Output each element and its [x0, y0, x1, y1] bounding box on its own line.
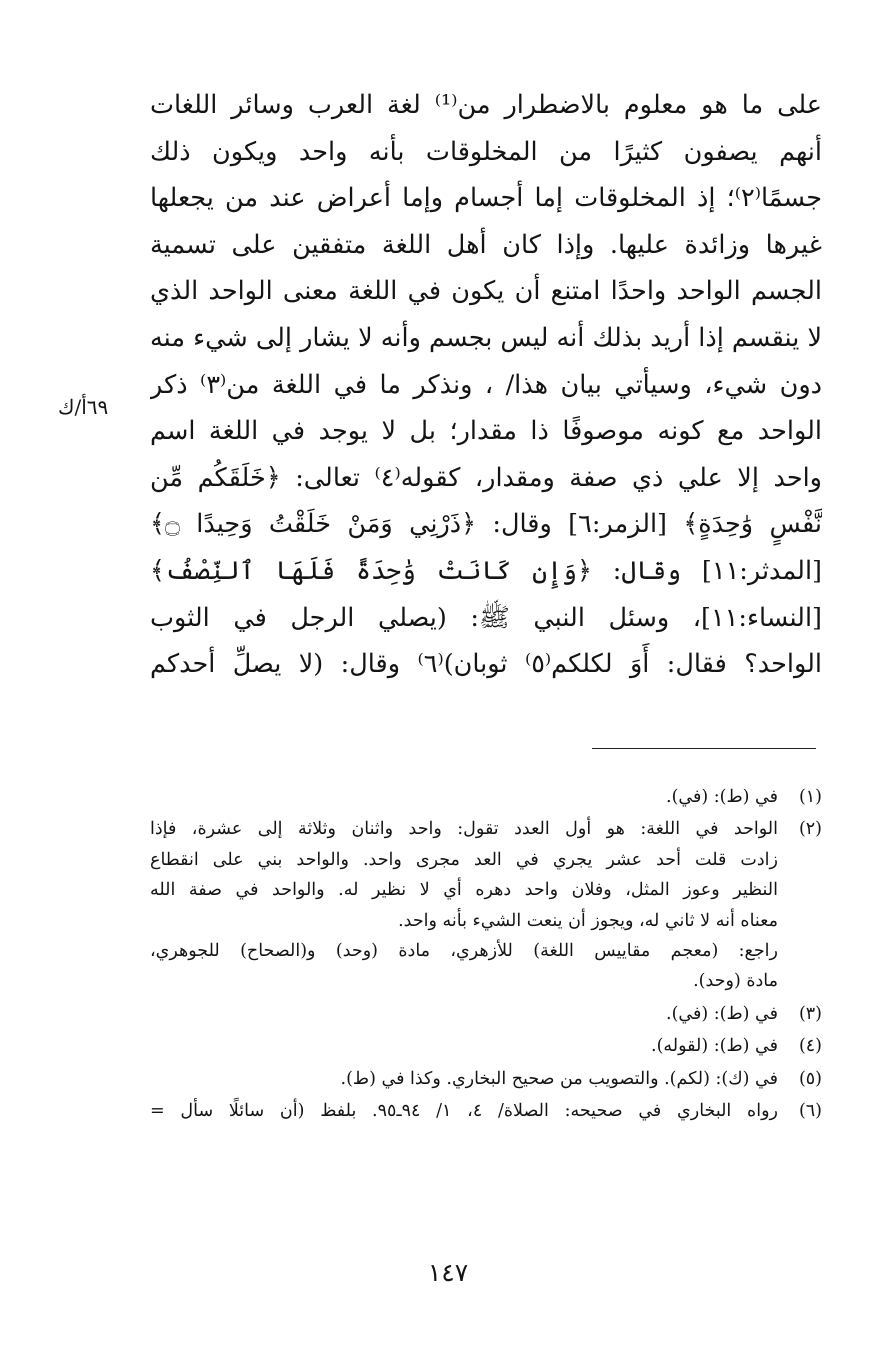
footnote: [150, 1031, 822, 1061]
footnotes: [150, 782, 822, 1126]
text-line: جسمًا⁽٢⁾؛ إذ المخلوقات إما أجسام وإما أعراض عند من يجعلها: [150, 183, 822, 214]
footnote: [150, 999, 822, 1029]
footnote-line: النظير وعوز المثل، وفلان واحد دهره أي لا نظير له. والواحد في صفة الله: [150, 880, 778, 901]
text-line: [المدثر:١١] وقال: ﴿وَإِن كَانَتْ وَٰحِدَةً فَلَهَا ٱلنِّصْفُ﴾: [150, 555, 822, 586]
footnote: [150, 1096, 822, 1126]
text-line: الواحد؟ فقال: أَوَ لكلكم⁽٥⁾ ثوبان)⁽٦⁾ وقال: (لا يصلِّ أحدكم: [150, 649, 822, 680]
footnote-line: راجع: (معجم مقاييس اللغة) للأزهري، مادة (وحد) و(الصحاح) للجوهري،: [150, 940, 778, 961]
text-line: لا ينقسم إذا أريد بذلك أنه ليس بجسم وأنه لا يشار إلى شيء منه: [150, 322, 822, 353]
footnote-number: (٤): [798, 1036, 822, 1057]
footnote: [150, 814, 822, 996]
footnote-number: (٦): [798, 1100, 822, 1121]
footnote: [150, 1064, 822, 1094]
text-line: غيرها وزائدة عليها. وإذا كان أهل اللغة متفقين على تسمية: [150, 229, 822, 260]
text-line: أنهم يصفون كثيرًا من المخلوقات بأنه واحد ويكون ذلك: [150, 136, 822, 167]
footnote-line: مادة (وحد).: [693, 971, 778, 992]
text-line: الجسم الواحد واحدًا امتنع أن يكون في اللغة معنى الواحد الذي: [150, 276, 822, 307]
page-number: ١٤٧: [427, 1258, 469, 1287]
text-line: دون شيء، وسيأتي بيان هذا/ ، ونذكر ما في اللغة من⁽٣⁾ ذكر: [150, 369, 822, 400]
footnote-line: معناه أنه لا ثاني له، ويجوز أن ينعت الشيء بأنه واحد.: [398, 910, 778, 931]
text-line: على ما هو معلوم بالاضطرار من⁽¹⁾ لغة العرب وسائر اللغات: [150, 90, 822, 120]
footnote-number: (١): [798, 787, 822, 807]
main-text: [150, 82, 822, 688]
footnote-number: (٢): [798, 819, 822, 840]
text-line: واحد إلا علي ذي صفة ومقدار، كقوله⁽٤⁾ تعالى: ﴿خَلَقَكُم مِّن: [150, 462, 822, 493]
footnote-line: في (ك): (لكم). والتصويب من صحيح البخاري. وكذا في (ط).: [340, 1068, 778, 1089]
text-line: الواحد مع كونه موصوفًا ذا مقدار؛ بل لا يوجد في اللغة اسم: [150, 416, 822, 447]
footnote-line: الواحد في اللغة: هو أول العدد تقول: واحد واثنان وثلاثة إلى عشرة، فإذا: [150, 819, 778, 840]
footnote-number: (٣): [798, 1003, 822, 1024]
footnote-line: رواه البخاري في صحيحه: الصلاة/ ٤، ١/ ٩٤ـ٩٥. بلفظ (أن سائلًا سأل =: [150, 1100, 778, 1121]
footnote-line: زادت قلت أحد عشر يجري في العد مجرى واحد. والواحد بني على انقطاع: [150, 849, 778, 870]
margin-note: ٦٩أ/ك: [58, 395, 109, 419]
footnote-line: في (ط): (في).: [666, 787, 778, 807]
footnote-divider: [592, 748, 816, 749]
text-line: [النساء:١١]، وسئل النبي ﷺ: (يصلي الرجل في الثوب: [150, 602, 822, 633]
text-line: نَّفْسٍ وَٰحِدَةٍ﴾ [الزمر:٦] وقال: ﴿ذَرْنِي وَمَنْ خَلَقْتُ وَحِيدًا ۝﴾: [150, 509, 822, 540]
footnote-line: في (ط): (لقوله).: [651, 1036, 778, 1057]
footnote: [150, 782, 822, 812]
footnote-number: (٥): [798, 1068, 822, 1089]
footnote-line: في (ط): (في).: [666, 1003, 778, 1024]
